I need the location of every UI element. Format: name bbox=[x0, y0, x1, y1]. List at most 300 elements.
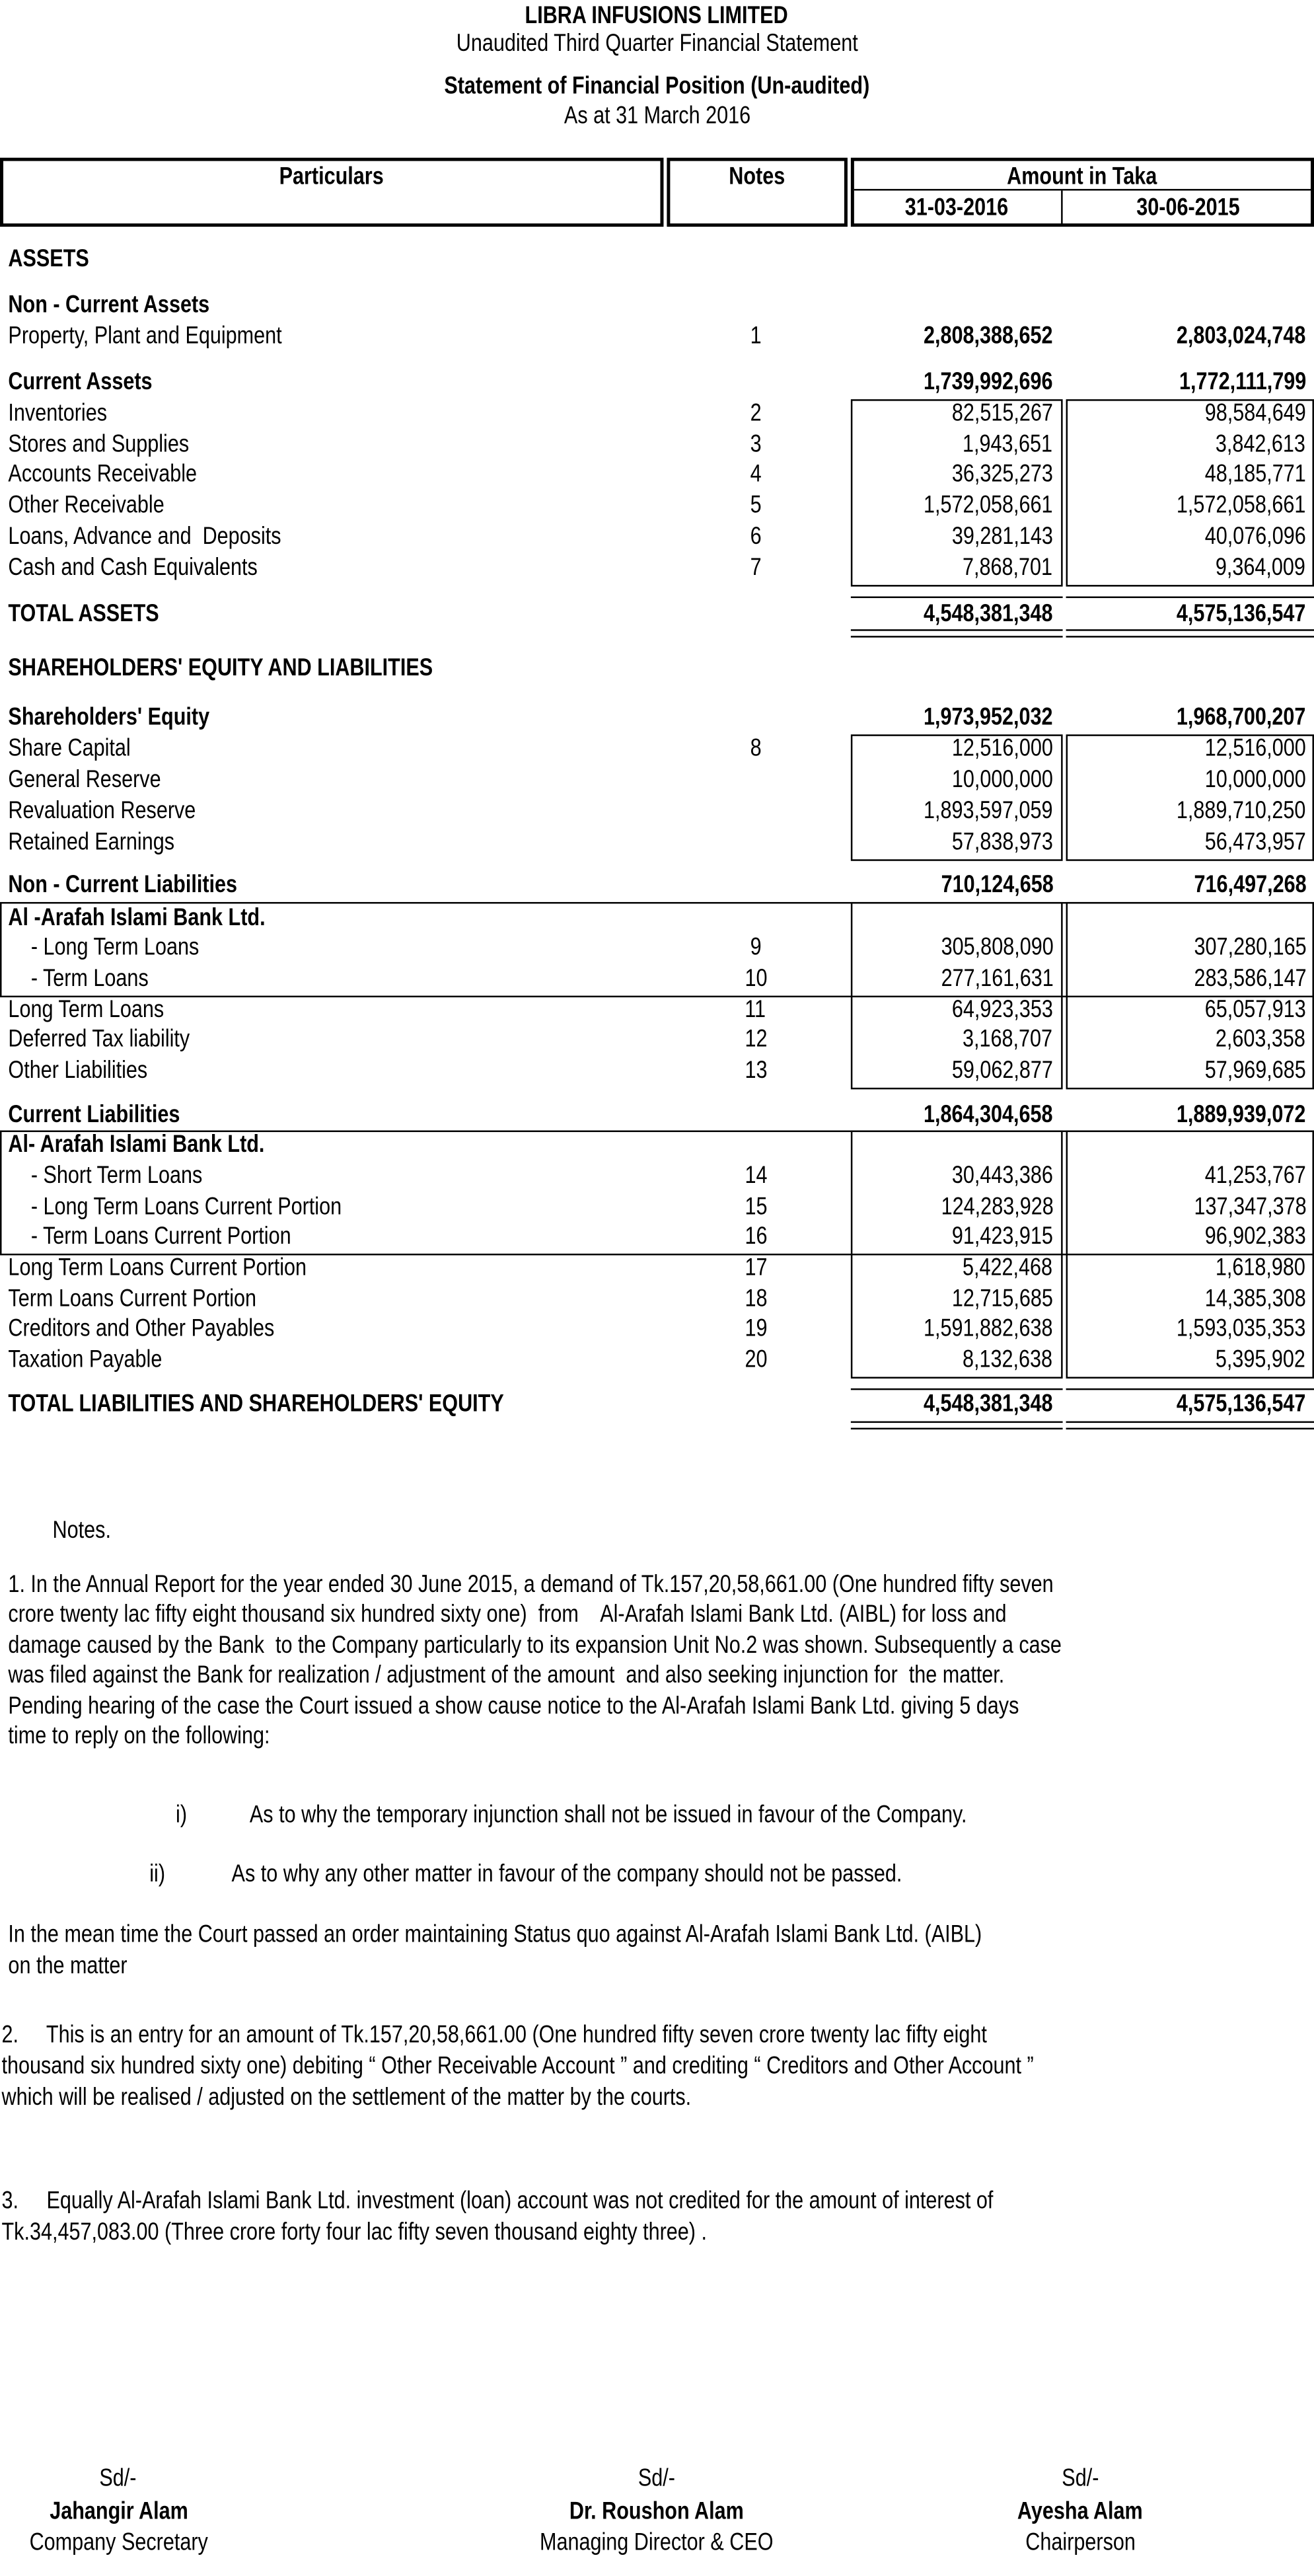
row-amount-current bbox=[821, 1099, 1053, 1130]
row-label-text: Shareholders' Equity bbox=[8, 703, 210, 732]
row-amount-current bbox=[821, 1221, 1053, 1252]
meantime-line bbox=[8, 1919, 1195, 1950]
row-amount-current-text: 57,838,973 bbox=[951, 828, 1053, 856]
row-amount-current-text: 36,325,273 bbox=[951, 460, 1053, 488]
row-label bbox=[20, 963, 177, 994]
row-label-text: Property, Plant and Equipment bbox=[8, 322, 282, 350]
statement-title bbox=[0, 71, 1314, 102]
note-1-line-text: time to reply on the following: bbox=[8, 1722, 270, 1750]
row-amount-current bbox=[821, 827, 1053, 858]
row-amount-previous bbox=[1068, 1252, 1306, 1283]
row-label bbox=[8, 289, 254, 321]
row-label-text: - Short Term Loans bbox=[19, 1161, 203, 1190]
row-label bbox=[20, 932, 238, 963]
row-amount-current-text: 10,000,000 bbox=[951, 765, 1053, 794]
row-amount-previous bbox=[1068, 994, 1306, 1025]
signature-sd-text: Sd/- bbox=[638, 2464, 676, 2493]
note-2-line bbox=[1, 2051, 1260, 2082]
row-amount-previous-text: 1,968,700,207 bbox=[1176, 703, 1306, 732]
row-label-text: Accounts Receivable bbox=[8, 460, 198, 488]
row-amount-current-text: 12,516,000 bbox=[951, 734, 1053, 763]
row-label-text: - Long Term Loans Current Portion bbox=[19, 1193, 342, 1221]
row-amount-current-text: 124,283,928 bbox=[940, 1193, 1053, 1221]
row-note-text: 8 bbox=[750, 734, 762, 763]
signatory-name bbox=[884, 2496, 1278, 2527]
note-1-line-text: 1. In the Annual Report for the year ended 30 June 2015, a demand of Tk.157,20,58,661.00 (One hundred fifty seven bbox=[8, 1570, 1054, 1599]
item-i-marker-text: i) bbox=[176, 1800, 188, 1829]
row-amount-previous bbox=[1068, 764, 1306, 795]
row-amount-current-text: 5,422,468 bbox=[963, 1254, 1053, 1282]
row-label bbox=[8, 398, 128, 429]
row-label-text: Retained Earnings bbox=[8, 828, 175, 856]
item-i-body: As to why the temporary injunction shall not be issued in favour of the Company. bbox=[249, 1800, 967, 1829]
particulars-header-text: Particulars bbox=[279, 163, 384, 191]
row-amount-previous-text: 307,280,165 bbox=[1193, 933, 1306, 962]
row-amount-previous-text: 1,618,980 bbox=[1216, 1254, 1306, 1282]
row-label bbox=[8, 1283, 310, 1314]
total-assets-double-rule-current bbox=[851, 629, 1063, 637]
statement-date bbox=[0, 100, 1314, 132]
note-2-line-text: thousand six hundred sixty one) debiting “ Other Receivable Account ” and crediting “ Creditors and Other Account ” bbox=[1, 2052, 1034, 2080]
item-ii-marker-text: ii) bbox=[149, 1860, 166, 1888]
row-amount-current bbox=[821, 1160, 1053, 1191]
row-amount-current-text: 1,893,597,059 bbox=[924, 796, 1053, 825]
row-label-text: Term Loans Current Portion bbox=[8, 1285, 257, 1313]
row-amount-previous-text: 1,572,058,661 bbox=[1176, 491, 1306, 519]
signatory-name bbox=[460, 2496, 854, 2527]
row-label bbox=[8, 429, 229, 460]
row-amount-previous bbox=[1068, 366, 1306, 397]
row-label bbox=[8, 1129, 320, 1160]
row-note bbox=[706, 398, 805, 429]
row-amount-previous bbox=[1068, 1024, 1306, 1055]
row-amount-current-text: 8,132,638 bbox=[963, 1345, 1053, 1374]
row-label-text: Al -Arafah Islami Bank Ltd. bbox=[8, 903, 266, 932]
signature-sd bbox=[460, 2463, 854, 2494]
row-amount-current-text: 82,515,267 bbox=[951, 399, 1053, 428]
row-amount-previous-text: 2,603,358 bbox=[1216, 1025, 1306, 1053]
row-label-text: Current Liabilities bbox=[8, 1100, 180, 1129]
row-amount-previous bbox=[1068, 521, 1306, 552]
row-label-text: General Reserve bbox=[8, 765, 161, 794]
row-amount-previous bbox=[1068, 1160, 1306, 1191]
row-amount-current-text: 305,808,090 bbox=[940, 933, 1053, 962]
row-note bbox=[706, 1160, 805, 1191]
row-note bbox=[706, 490, 805, 521]
row-amount-previous bbox=[1068, 459, 1306, 490]
row-amount-previous bbox=[1068, 1099, 1306, 1130]
statement-title-text: Statement of Financial Position (Un-audited) bbox=[444, 72, 870, 100]
row-label bbox=[8, 733, 157, 764]
signatory-name bbox=[0, 2496, 315, 2527]
row-amount-current bbox=[821, 1192, 1053, 1223]
row-note-text: 16 bbox=[744, 1222, 767, 1251]
note-2-line-text: 2. This is an entry for an amount of Tk.157,20,58,661.00 (One hundred fifty seven crore twenty lac fifty eight bbox=[1, 2021, 987, 2049]
row-amount-previous-text: 96,902,383 bbox=[1204, 1222, 1306, 1251]
row-note bbox=[706, 1344, 805, 1375]
row-amount-previous-text: 56,473,957 bbox=[1204, 828, 1306, 856]
row-amount-current-text: 1,973,952,032 bbox=[924, 703, 1053, 732]
row-label-text: TOTAL ASSETS bbox=[8, 599, 159, 628]
row-amount-current bbox=[821, 1283, 1053, 1314]
row-note-text: 14 bbox=[744, 1161, 767, 1190]
report-subtitle bbox=[0, 28, 1314, 59]
row-amount-current bbox=[821, 1252, 1053, 1283]
row-label bbox=[8, 652, 526, 683]
note-1-line-text: damage caused by the Bank to the Company particularly to its expansion Unit No.2 was shown. Subsequently a case bbox=[8, 1631, 1062, 1659]
meantime-line bbox=[8, 1950, 153, 1981]
row-amount-previous-text: 1,889,939,072 bbox=[1176, 1100, 1306, 1129]
note-2-line bbox=[1, 2020, 1203, 2051]
row-note-text: 18 bbox=[744, 1285, 767, 1313]
row-label-text: - Long Term Loans bbox=[19, 933, 200, 962]
row-note-text: 2 bbox=[750, 399, 762, 428]
company-name bbox=[0, 0, 1314, 31]
row-amount-previous bbox=[1068, 429, 1306, 460]
row-label-text: SHAREHOLDERS' EQUITY AND LIABILITIES bbox=[8, 654, 433, 682]
row-label bbox=[8, 459, 238, 490]
row-label bbox=[8, 366, 184, 397]
row-amount-previous-text: 48,185,771 bbox=[1204, 460, 1306, 488]
row-label-text: Loans, Advance and Deposits bbox=[8, 522, 281, 550]
row-note-text: 3 bbox=[750, 430, 762, 459]
row-label bbox=[8, 902, 322, 933]
row-note bbox=[706, 1221, 805, 1252]
row-note bbox=[706, 1055, 805, 1086]
row-amount-current bbox=[821, 1313, 1053, 1344]
particulars-header bbox=[0, 161, 663, 192]
row-amount-current bbox=[821, 490, 1053, 521]
signature-sd bbox=[0, 2463, 315, 2494]
row-note-text: 13 bbox=[744, 1056, 767, 1084]
note-1-line bbox=[8, 1720, 327, 1751]
row-label-text: Non - Current Liabilities bbox=[8, 870, 238, 899]
row-amount-current-text: 1,591,882,638 bbox=[924, 1314, 1053, 1343]
note-2-line bbox=[1, 2082, 842, 2113]
row-label bbox=[8, 1024, 229, 1055]
item-i-text bbox=[250, 1799, 1124, 1830]
date-header-previous bbox=[1063, 192, 1314, 223]
row-label-text: Taxation Payable bbox=[8, 1345, 163, 1374]
row-label-text: ASSETS bbox=[8, 245, 89, 273]
row-amount-previous bbox=[1068, 552, 1306, 583]
row-note-text: 11 bbox=[745, 995, 766, 1024]
row-label bbox=[8, 764, 194, 795]
note-1-line-text: was filed against the Bank for realization / adjustment of the amount and also seeking injunction for the matter. bbox=[8, 1661, 1005, 1690]
signatory-name-text: Jahangir Alam bbox=[49, 2497, 188, 2526]
row-label-text: Long Term Loans bbox=[8, 995, 164, 1024]
row-amount-previous bbox=[1068, 963, 1306, 994]
row-note-text: 20 bbox=[744, 1345, 767, 1374]
row-label bbox=[8, 1252, 372, 1283]
note-1-line-text: Pending hearing of the case the Court issued a show cause notice to the Al-Arafah Islami Bank Ltd. giving 5 days bbox=[8, 1691, 1019, 1720]
row-label-text: Revaluation Reserve bbox=[8, 796, 196, 825]
row-label bbox=[8, 490, 198, 521]
row-amount-current bbox=[821, 459, 1053, 490]
row-note bbox=[706, 429, 805, 460]
row-amount-current-text: 1,864,304,658 bbox=[924, 1100, 1053, 1129]
row-label bbox=[8, 321, 342, 352]
signature-sd bbox=[884, 2463, 1278, 2494]
row-label-text: - Term Loans bbox=[19, 964, 149, 993]
row-note bbox=[706, 1283, 805, 1314]
row-label-text: Non - Current Assets bbox=[8, 291, 210, 319]
signatory-title-text: Company Secretary bbox=[28, 2528, 208, 2557]
row-label bbox=[8, 1313, 332, 1344]
signatory-name-text: Ayesha Alam bbox=[1018, 2497, 1144, 2526]
row-amount-previous bbox=[1068, 1055, 1306, 1086]
total-liabilities-double-rule-previous bbox=[1066, 1421, 1314, 1429]
row-amount-previous-text: 1,772,111,799 bbox=[1179, 367, 1306, 397]
signatory-title-text: Chairperson bbox=[1025, 2528, 1136, 2557]
row-amount-current-text: 1,943,651 bbox=[963, 430, 1053, 459]
row-note-text: 10 bbox=[744, 964, 767, 993]
row-note bbox=[706, 521, 805, 552]
row-amount-current bbox=[821, 429, 1053, 460]
notes-heading-text: Notes. bbox=[52, 1516, 111, 1545]
row-amount-current bbox=[821, 1024, 1053, 1055]
row-note bbox=[706, 1192, 805, 1223]
row-label bbox=[8, 869, 287, 900]
row-amount-previous bbox=[1068, 321, 1306, 352]
row-note-text: 7 bbox=[750, 553, 762, 582]
row-label-text: Long Term Loans Current Portion bbox=[8, 1254, 307, 1282]
date-header-current bbox=[851, 192, 1061, 223]
row-note-text: 19 bbox=[744, 1314, 767, 1343]
row-amount-current bbox=[821, 321, 1053, 352]
row-note bbox=[706, 994, 805, 1025]
row-amount-previous bbox=[1068, 398, 1306, 429]
row-amount-current bbox=[821, 795, 1053, 826]
row-note-text: 1 bbox=[750, 322, 762, 350]
row-note bbox=[706, 321, 805, 352]
signatory-title-text: Managing Director & CEO bbox=[540, 2528, 774, 2557]
row-label bbox=[8, 521, 341, 552]
row-label-text: Cash and Cash Equivalents bbox=[8, 553, 258, 582]
row-amount-current-text: 7,868,701 bbox=[963, 553, 1053, 582]
row-amount-previous bbox=[1068, 490, 1306, 521]
row-amount-previous bbox=[1068, 733, 1306, 764]
row-amount-current bbox=[821, 764, 1053, 795]
row-amount-previous-text: 12,516,000 bbox=[1204, 734, 1306, 763]
row-label bbox=[8, 827, 211, 858]
row-amount-previous-text: 9,364,009 bbox=[1216, 553, 1306, 582]
row-amount-current-text: 39,281,143 bbox=[951, 522, 1053, 550]
row-note bbox=[706, 459, 805, 490]
row-amount-previous bbox=[1068, 1388, 1306, 1420]
row-amount-current bbox=[821, 1344, 1053, 1375]
row-note-text: 12 bbox=[744, 1025, 767, 1053]
row-amount-current bbox=[821, 702, 1053, 733]
row-label-text: Stores and Supplies bbox=[8, 430, 190, 459]
note-3-line-text: 3. Equally Al-Arafah Islami Bank Ltd. investment (loan) account was not credited for the amount of interest of bbox=[1, 2187, 994, 2215]
signatory-title bbox=[0, 2527, 315, 2558]
row-label-text: Current Assets bbox=[8, 367, 153, 397]
row-amount-current bbox=[821, 552, 1053, 583]
row-amount-current-text: 4,548,381,348 bbox=[924, 599, 1053, 628]
row-label-text: Other Receivable bbox=[8, 491, 164, 519]
meantime-line-text: on the matter bbox=[8, 1951, 128, 1980]
row-amount-previous-text: 10,000,000 bbox=[1204, 765, 1306, 794]
row-note-text: 9 bbox=[750, 933, 762, 962]
row-amount-previous bbox=[1068, 1192, 1306, 1223]
note-1-line bbox=[8, 1569, 1283, 1600]
row-label bbox=[20, 1160, 242, 1191]
row-note bbox=[706, 963, 805, 994]
row-amount-previous-text: 2,803,024,748 bbox=[1176, 322, 1306, 350]
row-amount-previous bbox=[1068, 1221, 1306, 1252]
row-amount-current bbox=[821, 398, 1053, 429]
row-label bbox=[8, 702, 254, 733]
row-amount-current bbox=[821, 1388, 1053, 1420]
row-amount-current-text: 277,161,631 bbox=[940, 964, 1053, 993]
row-note-text: 6 bbox=[750, 522, 762, 550]
row-amount-previous bbox=[1068, 827, 1306, 858]
row-amount-current bbox=[821, 932, 1053, 963]
row-label bbox=[8, 795, 237, 826]
row-amount-previous-text: 4,575,136,547 bbox=[1176, 599, 1306, 628]
row-note bbox=[706, 1024, 805, 1055]
item-ii-text bbox=[232, 1858, 1050, 1889]
row-amount-previous-text: 3,842,613 bbox=[1216, 430, 1306, 459]
notes-header bbox=[667, 161, 847, 192]
amount-in-taka-header bbox=[851, 161, 1314, 192]
row-label-text: - Term Loans Current Portion bbox=[19, 1222, 291, 1251]
total-assets-double-rule-previous bbox=[1066, 629, 1314, 637]
row-label bbox=[8, 1388, 612, 1420]
item-ii-marker bbox=[149, 1858, 168, 1889]
row-note bbox=[706, 932, 805, 963]
row-amount-previous bbox=[1068, 869, 1306, 900]
row-label-text: Other Liabilities bbox=[8, 1056, 148, 1084]
row-amount-previous-text: 137,347,378 bbox=[1193, 1193, 1306, 1221]
signatory-title bbox=[884, 2527, 1278, 2558]
row-amount-previous bbox=[1068, 1344, 1306, 1375]
row-label bbox=[8, 1055, 178, 1086]
row-amount-previous bbox=[1068, 1313, 1306, 1344]
notes-header-text: Notes bbox=[729, 163, 785, 191]
total-liabilities-double-rule-current bbox=[851, 1421, 1063, 1429]
signature-sd-text: Sd/- bbox=[1062, 2464, 1099, 2493]
row-amount-current bbox=[821, 733, 1053, 764]
row-note bbox=[706, 1313, 805, 1344]
row-amount-current-text: 30,443,386 bbox=[951, 1161, 1053, 1190]
note-3-line bbox=[1, 2185, 1210, 2216]
row-amount-current bbox=[821, 994, 1053, 1025]
row-amount-previous-text: 1,889,710,250 bbox=[1176, 796, 1306, 825]
item-i-marker bbox=[176, 1799, 190, 1830]
date-header-previous-text: 30-06-2015 bbox=[1136, 194, 1241, 222]
note-3-line bbox=[1, 2216, 861, 2248]
row-label bbox=[20, 1192, 412, 1223]
row-label bbox=[20, 1221, 351, 1252]
report-subtitle-text: Unaudited Third Quarter Financial Statement bbox=[456, 29, 858, 58]
meantime-line-text: In the mean time the Court passed an order maintaining Status quo against Al-Arafah Islami Bank Ltd. (AIBL) bbox=[8, 1920, 982, 1949]
amount-in-taka-text: Amount in Taka bbox=[1007, 163, 1158, 191]
item-ii-body: As to why any other matter in favour of the company should not be passed. bbox=[231, 1860, 902, 1888]
row-amount-previous-text: 57,969,685 bbox=[1204, 1056, 1306, 1084]
notes-heading bbox=[53, 1515, 124, 1546]
row-amount-previous bbox=[1068, 598, 1306, 629]
row-note bbox=[706, 733, 805, 764]
row-note bbox=[706, 1252, 805, 1283]
row-note bbox=[706, 552, 805, 583]
row-amount-previous bbox=[1068, 932, 1306, 963]
row-label bbox=[8, 552, 312, 583]
row-label bbox=[8, 994, 198, 1025]
row-label bbox=[8, 598, 192, 629]
row-label-text: Share Capital bbox=[8, 734, 131, 763]
signatory-name-text: Dr. Roushon Alam bbox=[569, 2497, 745, 2526]
row-amount-previous bbox=[1068, 1283, 1306, 1314]
row-amount-previous bbox=[1068, 795, 1306, 826]
row-amount-current bbox=[821, 366, 1053, 397]
row-note-text: 4 bbox=[750, 460, 762, 488]
row-amount-previous-text: 65,057,913 bbox=[1204, 995, 1306, 1024]
row-label bbox=[8, 1099, 217, 1130]
row-amount-previous-text: 41,253,767 bbox=[1204, 1161, 1306, 1190]
row-amount-current-text: 59,062,877 bbox=[951, 1056, 1053, 1084]
row-amount-current-text: 1,739,992,696 bbox=[924, 367, 1053, 397]
row-label-text: Inventories bbox=[8, 399, 108, 428]
row-amount-current bbox=[821, 963, 1053, 994]
row-amount-previous-text: 4,575,136,547 bbox=[1176, 1390, 1306, 1418]
row-amount-previous-text: 5,395,902 bbox=[1216, 1345, 1306, 1374]
row-amount-previous-text: 14,385,308 bbox=[1204, 1285, 1306, 1313]
row-amount-current-text: 91,423,915 bbox=[951, 1222, 1053, 1251]
row-note-text: 15 bbox=[744, 1193, 767, 1221]
row-amount-previous bbox=[1068, 702, 1306, 733]
signature-sd-text: Sd/- bbox=[99, 2464, 137, 2493]
row-amount-previous-text: 98,584,649 bbox=[1204, 399, 1306, 428]
row-label bbox=[8, 243, 106, 274]
statement-date-text: As at 31 March 2016 bbox=[564, 102, 750, 130]
note-2-line-text: which will be realised / adjusted on the settlement of the matter by the courts. bbox=[1, 2083, 692, 2111]
row-amount-current bbox=[821, 1055, 1053, 1086]
row-amount-previous-text: 283,586,147 bbox=[1193, 964, 1306, 993]
note-1-line bbox=[8, 1690, 1241, 1721]
row-label-text: TOTAL LIABILITIES AND SHAREHOLDERS' EQUITY bbox=[8, 1390, 504, 1418]
row-amount-current bbox=[821, 521, 1053, 552]
note-1-line bbox=[8, 1599, 1225, 1630]
row-label-text: Deferred Tax liability bbox=[8, 1025, 190, 1053]
note-3-line-text: Tk.34,457,083.00 (Three crore forty four lac fifty seven thousand eighty three) . bbox=[1, 2218, 707, 2246]
row-label-text: Al- Arafah Islami Bank Ltd. bbox=[8, 1130, 265, 1158]
row-amount-previous-text: 1,593,035,353 bbox=[1176, 1314, 1306, 1343]
row-label-text: Creditors and Other Payables bbox=[8, 1314, 275, 1343]
row-amount-current-text: 2,808,388,652 bbox=[924, 322, 1053, 350]
row-note-text: 17 bbox=[744, 1254, 767, 1282]
row-amount-current-text: 4,548,381,348 bbox=[924, 1390, 1053, 1418]
date-header-current-text: 31-03-2016 bbox=[904, 194, 1008, 222]
row-note-text: 5 bbox=[750, 491, 762, 519]
row-amount-previous-text: 716,497,268 bbox=[1193, 870, 1306, 899]
signatory-title bbox=[460, 2527, 854, 2558]
company-name-text: LIBRA INFUSIONS LIMITED bbox=[525, 1, 789, 30]
note-1-line bbox=[8, 1660, 1223, 1691]
row-amount-previous-text: 40,076,096 bbox=[1204, 522, 1306, 550]
row-amount-current-text: 12,715,685 bbox=[951, 1285, 1053, 1313]
row-amount-current-text: 3,168,707 bbox=[963, 1025, 1053, 1053]
row-label bbox=[8, 1344, 196, 1375]
note-1-line bbox=[8, 1630, 1293, 1661]
note-1-line-text: crore twenty lac fifty eight thousand six hundred sixty one) from Al-Arafah Islami Bank Ltd. (AIBL) for loss and bbox=[8, 1601, 1007, 1629]
row-amount-current-text: 64,923,353 bbox=[951, 995, 1053, 1024]
row-amount-current-text: 710,124,658 bbox=[940, 870, 1053, 899]
row-amount-current bbox=[821, 869, 1053, 900]
row-amount-current-text: 1,572,058,661 bbox=[924, 491, 1053, 519]
row-amount-current bbox=[821, 598, 1053, 629]
